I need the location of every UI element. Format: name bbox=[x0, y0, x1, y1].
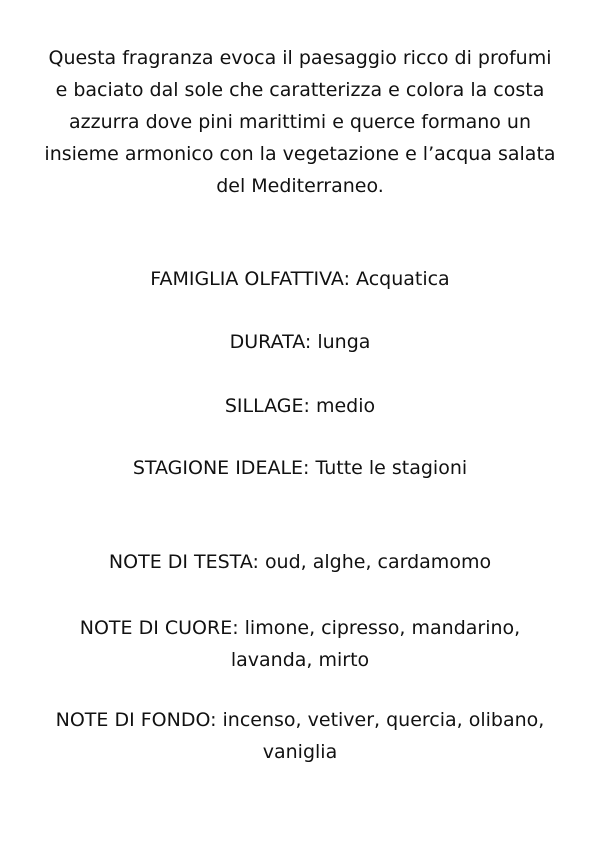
fragrance-description: Questa fragranza evoca il paesaggio ricco di profumi e baciato dal sole che caratterizza e colora la costa azzurra dove pini marittimi e querce formano un insieme armonico con la vegetazione e l’acqua salata del Mediterraneo. bbox=[44, 47, 556, 197]
heart-notes bbox=[40, 612, 560, 676]
heart-notes-label: NOTE DI CUORE: bbox=[79, 617, 239, 639]
top-notes bbox=[20, 546, 580, 578]
duration-value: lunga bbox=[317, 331, 371, 353]
duration-label: DURATA: bbox=[229, 331, 312, 353]
olfactory-family-value: Acquatica bbox=[356, 268, 450, 290]
duration bbox=[20, 326, 580, 358]
top-notes-label: NOTE DI TESTA: bbox=[108, 551, 259, 573]
heart-notes-value: limone, cipresso, mandarino, lavanda, mirto bbox=[230, 617, 521, 671]
sillage-label: SILLAGE: bbox=[224, 395, 310, 417]
top-notes-value: oud, alghe, cardamomo bbox=[264, 551, 492, 573]
sillage-value: medio bbox=[315, 395, 376, 417]
ideal-season bbox=[20, 452, 580, 484]
base-notes-value: incenso, vetiver, quercia, olibano, vaniglia bbox=[222, 709, 545, 763]
olfactory-family-label: FAMIGLIA OLFATTIVA: bbox=[150, 268, 350, 290]
ideal-season-value: Tutte le stagioni bbox=[315, 457, 468, 479]
ideal-season-label: STAGIONE IDEALE: bbox=[132, 457, 310, 479]
sillage bbox=[20, 390, 580, 422]
base-notes-label: NOTE DI FONDO: bbox=[55, 709, 217, 731]
base-notes bbox=[40, 704, 560, 768]
olfactory-family bbox=[20, 263, 580, 295]
